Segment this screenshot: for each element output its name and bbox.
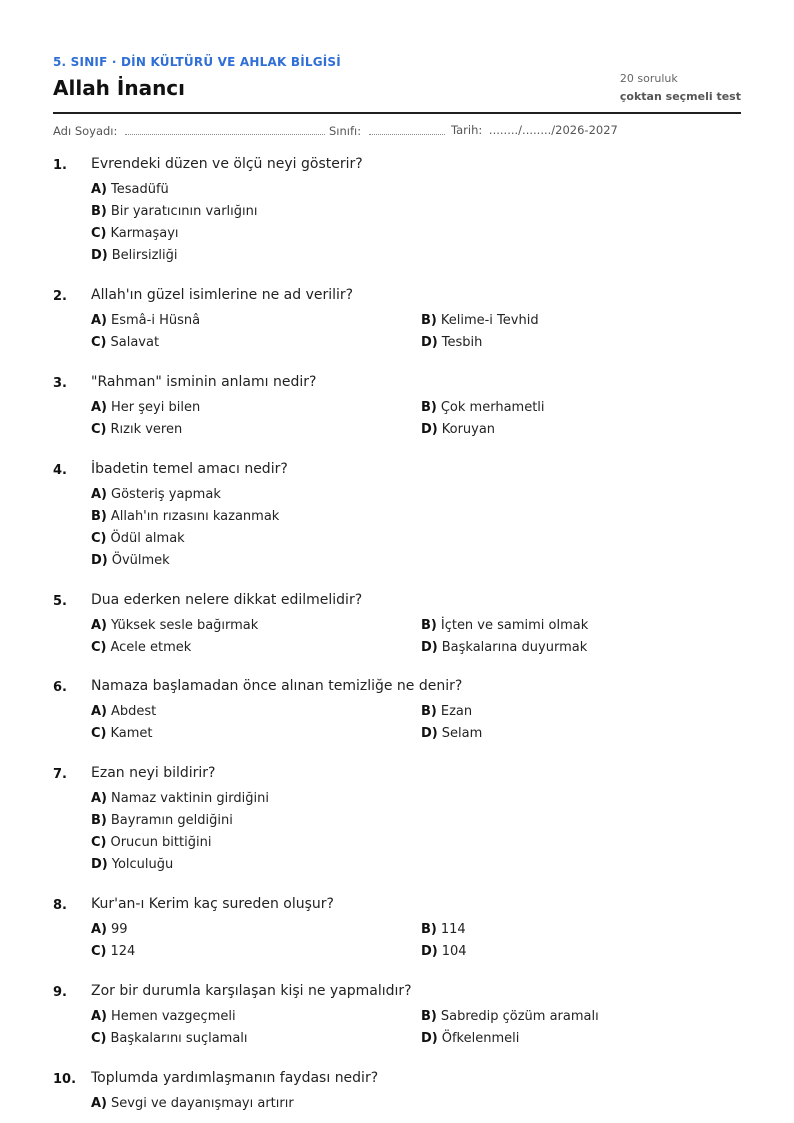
option-text: Hemen vazgeçmeli	[111, 1009, 236, 1024]
question-number: 7.	[53, 767, 67, 782]
option-text: Bayramın geldiğini	[110, 813, 233, 828]
question-text: Zor bir durumla karşılaşan kişi ne yapmalıdır?	[91, 983, 412, 999]
option-letter: C)	[91, 531, 107, 546]
student-info-row	[53, 123, 741, 139]
answer-option[interactable]	[421, 335, 482, 351]
answer-option[interactable]	[91, 618, 258, 634]
option-text: Koruyan	[441, 422, 496, 437]
option-letter: B)	[421, 1009, 437, 1024]
option-letter: D)	[91, 553, 108, 568]
option-text: Allah'ın rızasını kazanmak	[110, 509, 280, 524]
answer-option[interactable]	[421, 400, 545, 416]
answer-option[interactable]	[91, 835, 211, 851]
option-letter: B)	[421, 618, 437, 633]
class-field[interactable]	[329, 123, 445, 138]
option-text: 104	[441, 944, 467, 959]
option-letter: B)	[91, 509, 107, 524]
option-letter: C)	[91, 226, 107, 241]
option-text: Tesadüfü	[111, 182, 169, 197]
question-number: 9.	[53, 985, 67, 1000]
option-text: Gösteriş yapmak	[111, 487, 221, 502]
option-text: Her şeyi bilen	[111, 400, 201, 415]
question-number: 6.	[53, 680, 67, 695]
option-text: Acele etmek	[110, 640, 192, 655]
answer-option[interactable]	[421, 944, 467, 960]
answer-option[interactable]	[91, 1009, 236, 1025]
answer-option[interactable]	[91, 553, 170, 569]
question-number: 4.	[53, 463, 67, 478]
option-letter: A)	[91, 618, 108, 633]
option-letter: B)	[421, 704, 437, 719]
answer-option[interactable]	[91, 944, 135, 960]
option-letter: C)	[91, 835, 107, 850]
answer-option[interactable]	[421, 1009, 599, 1025]
answer-option[interactable]	[91, 704, 156, 720]
page-header	[53, 54, 741, 114]
date-field[interactable]	[451, 123, 618, 137]
date-label: Tarih:	[451, 123, 483, 137]
option-letter: C)	[91, 335, 107, 350]
question-text: Dua ederken nelere dikkat edilmelidir?	[91, 592, 363, 608]
option-text: Kelime-i Tevhid	[440, 313, 539, 328]
option-letter: B)	[91, 813, 107, 828]
answer-option[interactable]	[421, 640, 587, 656]
answer-option[interactable]	[91, 313, 200, 329]
answer-option[interactable]	[421, 422, 495, 438]
option-text: Salavat	[110, 335, 160, 350]
answer-option[interactable]	[421, 704, 472, 720]
answer-option[interactable]	[91, 248, 178, 264]
answer-option[interactable]	[91, 204, 257, 220]
question-count: 20 soruluk	[619, 72, 678, 85]
question-number: 5.	[53, 594, 67, 609]
page-title: Allah İnancı	[53, 76, 186, 100]
question-number: 10.	[53, 1072, 77, 1087]
option-letter: B)	[421, 922, 437, 937]
answer-option[interactable]	[91, 791, 269, 807]
question-text: Toplumda yardımlaşmanın faydası nedir?	[91, 1070, 379, 1086]
option-letter: C)	[91, 726, 107, 741]
answer-option[interactable]	[421, 618, 588, 634]
answer-option[interactable]	[91, 422, 182, 438]
class-line	[369, 123, 445, 135]
answer-option[interactable]	[91, 400, 200, 416]
question-number: 8.	[53, 898, 67, 913]
answer-option[interactable]	[91, 487, 221, 503]
option-letter: B)	[421, 313, 437, 328]
answer-option[interactable]	[91, 640, 191, 656]
option-letter: A)	[91, 1009, 108, 1024]
option-text: Başkalarını suçlamalı	[110, 1031, 248, 1046]
question-text: Evrendeki düzen ve ölçü neyi gösterir?	[91, 156, 363, 172]
option-text: Yüksek sesle bağırmak	[111, 618, 259, 633]
test-type: çoktan seçmeli test	[619, 90, 741, 103]
date-value: ......../......../2026-2027	[488, 123, 618, 137]
option-text: Orucun bittiğini	[110, 835, 212, 850]
answer-option[interactable]	[91, 1031, 248, 1047]
question-number: 3.	[53, 376, 67, 391]
option-letter: D)	[421, 335, 438, 350]
question-text: "Rahman" isminin anlamı nedir?	[91, 374, 317, 390]
answer-option[interactable]	[91, 182, 169, 198]
option-text: Ödül almak	[110, 531, 185, 546]
option-letter: A)	[91, 1096, 108, 1111]
option-text: Ezan	[440, 704, 473, 719]
question-number: 1.	[53, 158, 67, 173]
name-field[interactable]	[53, 123, 325, 138]
option-letter: C)	[91, 944, 107, 959]
answer-option[interactable]	[421, 726, 482, 742]
option-text: Yolculuğu	[111, 857, 174, 872]
option-letter: A)	[91, 487, 108, 502]
option-letter: D)	[421, 422, 438, 437]
option-letter: B)	[91, 204, 107, 219]
name-label: Adı Soyadı:	[53, 124, 118, 138]
option-letter: D)	[421, 1031, 438, 1046]
option-letter: D)	[421, 944, 438, 959]
option-text: Övülmek	[111, 553, 170, 568]
option-text: Selam	[441, 726, 483, 741]
option-text: Başkalarına duyurmak	[441, 640, 588, 655]
name-line	[125, 123, 325, 135]
option-letter: A)	[91, 791, 108, 806]
option-letter: C)	[91, 422, 107, 437]
option-letter: C)	[91, 640, 107, 655]
option-text: Abdest	[111, 704, 157, 719]
option-text: 114	[440, 922, 466, 937]
option-letter: D)	[91, 857, 108, 872]
option-text: 99	[111, 922, 128, 937]
option-letter: C)	[91, 1031, 107, 1046]
answer-option[interactable]	[91, 857, 173, 873]
answer-option[interactable]	[91, 813, 233, 829]
question-number: 2.	[53, 289, 67, 304]
option-letter: A)	[91, 922, 108, 937]
option-text: 124	[110, 944, 136, 959]
answer-option[interactable]	[91, 509, 279, 525]
option-text: Sabredip çözüm aramalı	[440, 1009, 599, 1024]
answer-option[interactable]	[91, 226, 179, 242]
option-letter: A)	[91, 182, 108, 197]
question-text: Ezan neyi bildirir?	[91, 765, 216, 781]
answer-option[interactable]	[91, 531, 185, 547]
subject-label: 5. SINIF · DİN KÜLTÜRÜ VE AHLAK BİLGİSİ	[53, 55, 341, 69]
option-text: Sevgi ve dayanışmayı artırır	[111, 1096, 294, 1111]
answer-option[interactable]	[91, 922, 128, 938]
option-letter: D)	[421, 726, 438, 741]
option-text: Esmâ-i Hüsnâ	[111, 313, 201, 328]
option-text: Belirsizliği	[111, 248, 178, 263]
answer-option[interactable]	[421, 922, 466, 938]
option-text: Tesbih	[441, 335, 483, 350]
option-letter: A)	[91, 313, 108, 328]
option-letter: D)	[91, 248, 108, 263]
option-letter: D)	[421, 640, 438, 655]
option-text: Rızık veren	[110, 422, 183, 437]
question-text: Namaza başlamadan önce alınan temizliğe ne denir?	[91, 678, 463, 694]
answer-option[interactable]	[91, 335, 159, 351]
answer-option[interactable]	[91, 726, 153, 742]
option-text: İçten ve samimi olmak	[440, 618, 589, 633]
option-text: Namaz vaktinin girdiğini	[111, 791, 269, 806]
question-text: Kur'an-ı Kerim kaç sureden oluşur?	[91, 896, 334, 912]
question-text: İbadetin temel amacı nedir?	[91, 461, 288, 477]
class-label: Sınıfı:	[329, 124, 362, 138]
option-letter: B)	[421, 400, 437, 415]
option-text: Kamet	[110, 726, 153, 741]
question-text: Allah'ın güzel isimlerine ne ad verilir?	[91, 287, 354, 303]
option-text: Çok merhametli	[440, 400, 545, 415]
answer-option[interactable]	[421, 313, 539, 329]
option-text: Karmaşayı	[110, 226, 179, 241]
answer-option[interactable]	[421, 1031, 519, 1047]
option-text: Öfkelenmeli	[441, 1031, 520, 1046]
option-letter: A)	[91, 400, 108, 415]
test-meta	[620, 70, 741, 106]
option-text: Bir yaratıcının varlığını	[110, 204, 258, 219]
option-letter: A)	[91, 704, 108, 719]
answer-option[interactable]	[91, 1096, 294, 1112]
